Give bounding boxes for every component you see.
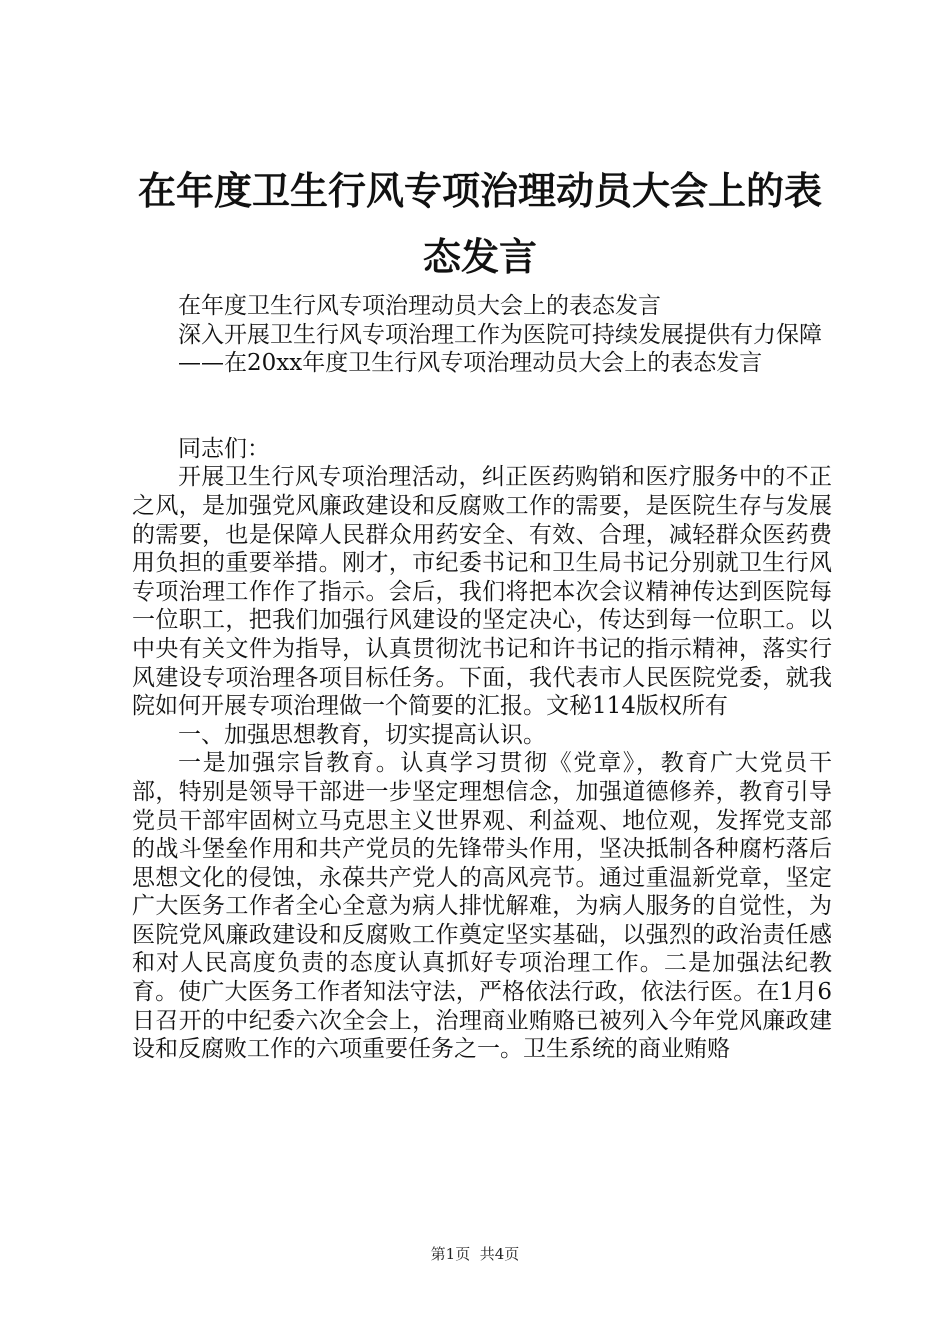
page-number: 第1页 bbox=[430, 1245, 471, 1263]
page-footer bbox=[0, 1244, 950, 1264]
document-title: 在年度卫生行风专项治理动员大会上的表态发言 bbox=[137, 169, 822, 279]
spacer bbox=[132, 378, 832, 435]
paragraph: 一是加强宗旨教育。认真学习贯彻《党章》，教育广大党员干部，特别是领导干部进一步坚定理想信念，加强道德修养，教育引导党员干部牢固树立马克思主义世界观、利益观、地位观，发挥党支部的战斗堡垒作用和共产党员的先锋带头作用，坚决抵制各种腐朽落后思想文化的侵蚀，永葆共产党人的高风亮节。通过重温新党章，坚定广大医务工作者全心全意为病人排忧解难，为病人服务的自觉性，为医院党风廉政建设和反腐败工作奠定坚实基础，以强烈的政治责任感和对人民高度负责的态度认真抓好专项治理工作。二是加强法纪教育。使广大医务工作者知法守法，严格依法行政，依法行医。在1月6日召开的中纪委六次全会上，治理商业贿赂已被列入今年党风廉政建设和反腐败工作的六项重要任务之一。卫生系统的商业贿赂 bbox=[132, 750, 832, 1063]
page-total: 共4页 bbox=[479, 1245, 520, 1263]
subtitle-repeat: 在年度卫生行风专项治理动员大会上的表态发言 bbox=[178, 293, 661, 319]
section-heading: 一、加强思想教育，切实提高认识。 bbox=[178, 721, 546, 748]
salutation: 同志们： bbox=[178, 435, 270, 462]
byline: ——在20xx年度卫生行风专项治理动员大会上的表态发言 bbox=[178, 350, 763, 377]
document-body bbox=[132, 292, 832, 1064]
paragraph: 开展卫生行风专项治理活动，纠正医药购销和医疗服务中的不正之风，是加强党风廉政建设和反腐败工作的需要，是医院生存与发展的需要，也是保障人民群众用药安全、有效、合理，减轻群众医药费用负担的重要举措。刚才，市纪委书记和卫生局书记分别就卫生行风专项治理工作作了指示。会后，我们将把本次会议精神传达到医院每一位职工，把我们加强行风建设的坚定决心，传达到每一位职工。以中央有关文件为指导，认真贯彻沈书记和许书记的指示精神，落实行风建设专项治理各项目标任务。下面，我代表市人民医院党委，就我院如何开展专项治理做一个简要的汇报。文秘114版权所有 bbox=[132, 464, 832, 720]
headline: 深入开展卫生行风专项治理工作为医院可持续发展提供有力保障 bbox=[178, 321, 822, 348]
